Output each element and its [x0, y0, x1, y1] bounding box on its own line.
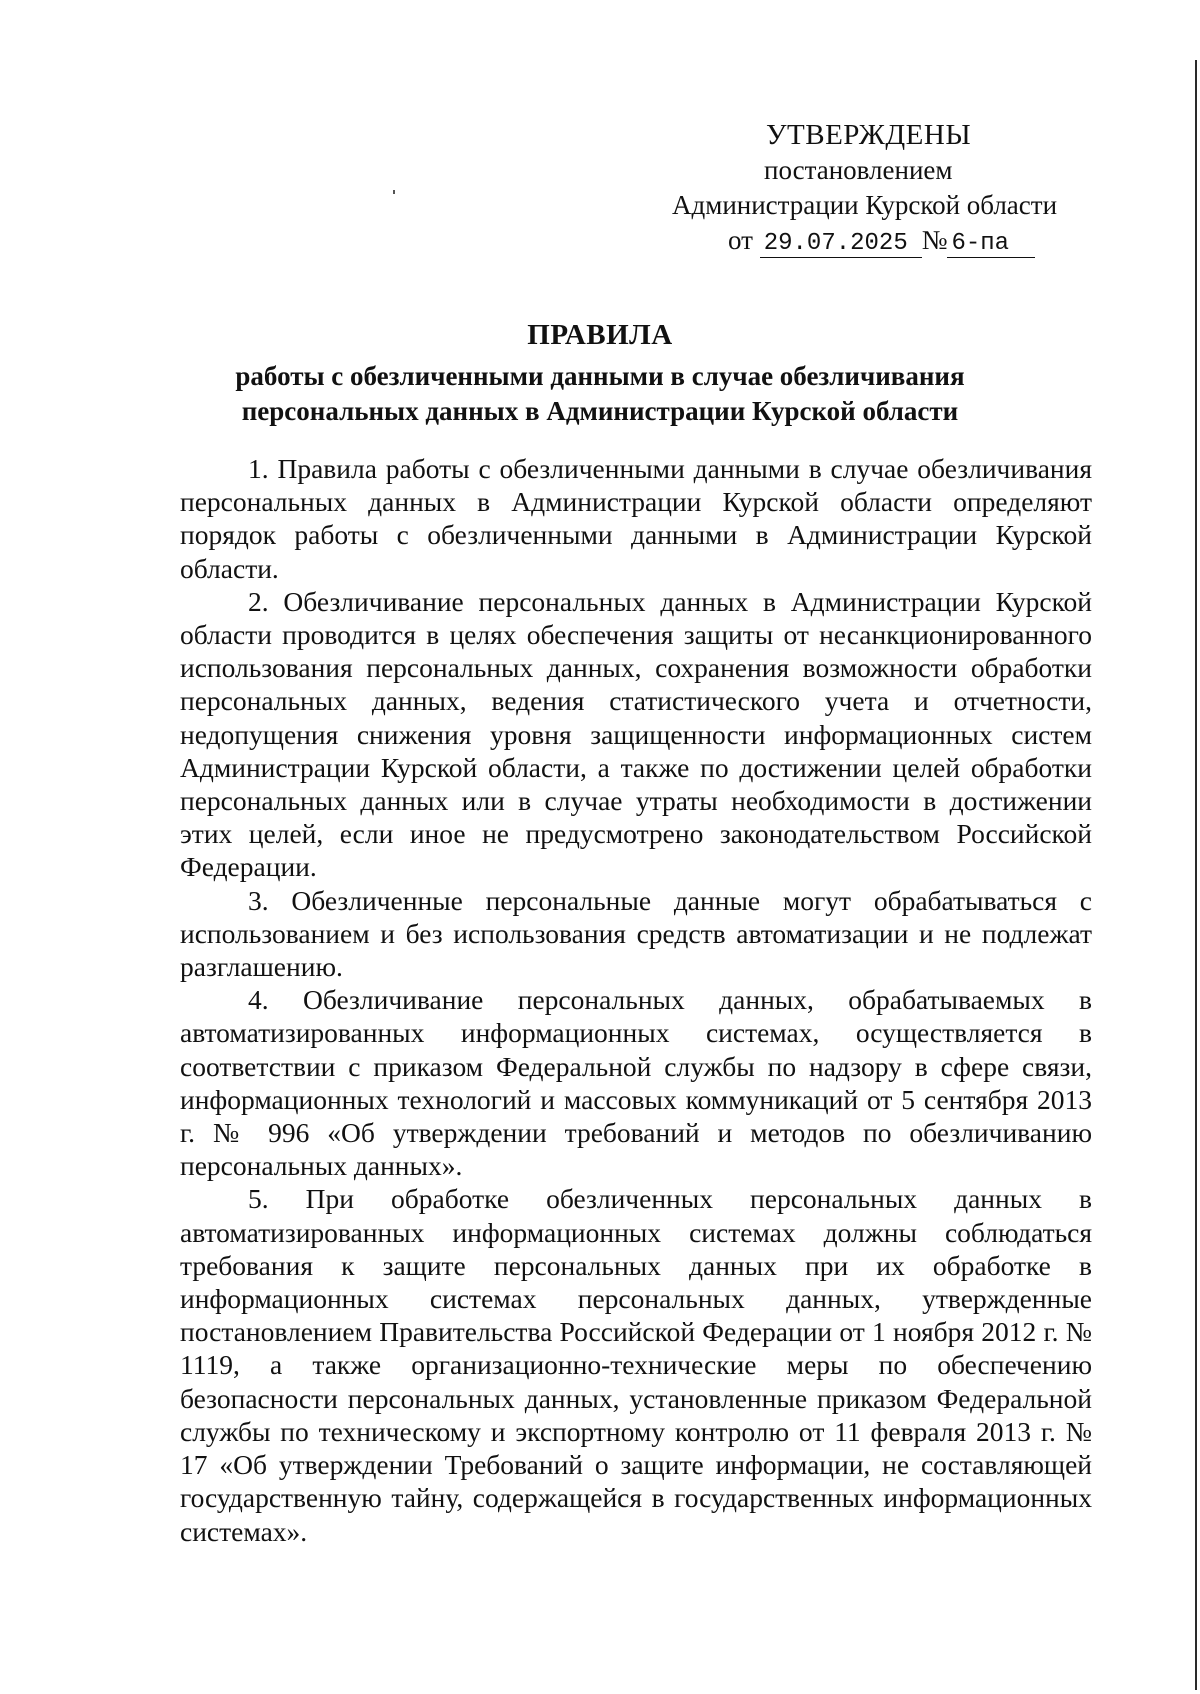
approval-stamp-block — [672, 118, 1092, 258]
date-prefix: от — [728, 225, 753, 255]
approval-number: 6-па — [947, 231, 1035, 258]
approval-date-line — [672, 223, 1092, 258]
paragraph-3: 3. Обезличенные персональные данные могут обрабатываться с использованием и без использования средств автоматизации и не подлежат разглашению. — [180, 884, 1092, 983]
scan-edge-line — [1195, 60, 1197, 1690]
approving-authority: Администрации Курской области — [672, 190, 1058, 220]
paragraph-4: 4. Обезличивание персональных данных, обрабатываемых в автоматизированных информационных системах, осуществляется в соответствии с приказом Федеральной службы по надзору в сфере связи, информационных технологий и массовых коммуникаций от 5 сентября 2013 г. № 996 «Об утверждении требований и методов по обезличиванию персональных данных». — [180, 984, 1092, 1182]
approved-heading: УТВЕРЖДЕНЫ — [766, 119, 972, 151]
document-title — [0, 318, 1200, 429]
paragraph-1: 1. Правила работы с обезличенными данными в случае обезличивания персональных данных в Администрации Курской области определяют порядок работы с обезличенными данными в Администрации Курской области. — [180, 453, 1092, 584]
paragraph-2: 2. Обезличивание персональных данных в Администрации Курской области проводится в целях обеспечения защиты от несанкционированного использования персональных данных, сохранения возможности обработки персональных данных, ведения статистического учета и отчетности, недопущения снижения уровня защищенности информационных систем Администрации Курской области, а также по достижении целей обработки персональных данных или в случае утраты необходимости в достижении этих целей, если иное не предусмотрено законодательством Российской Федерации. — [180, 585, 1092, 883]
document-body — [180, 452, 1092, 1548]
title-subtitle-line-2: персональных данных в Администрации Курской области — [241, 396, 959, 426]
title-main: ПРАВИЛА — [527, 319, 673, 351]
scan-speck — [393, 190, 395, 194]
number-prefix: № — [921, 225, 948, 255]
approval-date: 29.07.2025 — [760, 231, 922, 258]
title-subtitle-line-1: работы с обезличенными данными в случае обезличивания — [235, 361, 965, 391]
approved-by-label: постановлением — [764, 155, 953, 185]
paragraph-5: 5. При обработке обезличенных персональных данных в автоматизированных информационных системах должны соблюдаться требования к защите персональных данных при их обработке в информационных системах персональных данных, утвержденные постановлением Правительства Российской Федерации от 1 ноября 2012 г. № 1119, а также организационно-технические меры по обеспечению безопасности персональных данных, установленные приказом Федеральной службы по техническому и экспортному контролю от 11 февраля 2013 г. № 17 «Об утверждении Требований о защите информации, не составляющей государственную тайну, содержащейся в государственных информационных системах». — [180, 1183, 1092, 1547]
